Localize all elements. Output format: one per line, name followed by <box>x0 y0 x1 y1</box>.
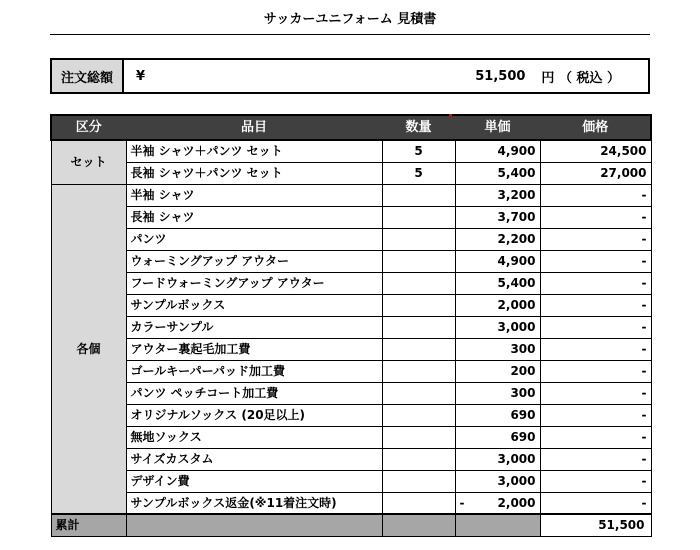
header-kubun: 区分 <box>51 115 126 140</box>
order-total-unit: 円 （ 税込 ） <box>541 70 620 86</box>
header-suryo: 数量 <box>382 115 455 140</box>
item-qty <box>382 360 455 382</box>
item-unit-price: 200 <box>455 360 540 382</box>
item-qty <box>382 448 455 470</box>
item-price: - <box>540 272 651 294</box>
sum-label: 累計 <box>51 514 126 536</box>
item-name: 長袖 シャツ <box>126 206 382 228</box>
table-row <box>51 316 651 338</box>
sum-price: 51,500 <box>540 514 651 536</box>
table-row <box>51 404 651 426</box>
item-unit-price: 4,900 <box>455 250 540 272</box>
item-qty <box>382 294 455 316</box>
item-name: オリジナルソックス (20足以上) <box>126 404 382 426</box>
item-price: - <box>540 404 651 426</box>
table-row <box>51 470 651 492</box>
table-row <box>51 140 651 162</box>
item-name: サイズカスタム <box>126 448 382 470</box>
item-unit-price: 4,900 <box>455 140 540 162</box>
item-name: フードウォーミングアップ アウター <box>126 272 382 294</box>
group-individual-label: 各個 <box>51 184 126 514</box>
table-row <box>51 360 651 382</box>
header-hinmoku: 品目 <box>126 115 382 140</box>
table-row <box>51 426 651 448</box>
item-price: - <box>540 294 651 316</box>
item-name: サンプルボックス <box>126 294 382 316</box>
refund-unit-price: 2,000 <box>497 495 536 510</box>
refund-unit-price-cell <box>455 492 540 514</box>
item-price: - <box>540 492 651 514</box>
order-total-box <box>50 58 650 94</box>
item-unit-price: 3,000 <box>455 316 540 338</box>
item-name: 長袖 シャツ＋パンツ セット <box>126 162 382 184</box>
table-row <box>51 294 651 316</box>
order-total-currency: ¥ <box>136 68 146 84</box>
item-unit-price: 690 <box>455 404 540 426</box>
document-title: サッカーユニフォーム 見積書 <box>263 12 437 27</box>
cell-comment-marker <box>449 114 452 117</box>
negative-sign: - <box>459 495 465 510</box>
title-underline <box>50 34 650 35</box>
item-qty <box>382 382 455 404</box>
table-row <box>51 492 651 514</box>
refund-item-note: (※11着注文時) <box>249 495 337 510</box>
table-row <box>51 206 651 228</box>
item-price: - <box>540 360 651 382</box>
item-unit-price: 5,400 <box>455 162 540 184</box>
table-row <box>51 250 651 272</box>
item-unit-price: 3,000 <box>455 448 540 470</box>
item-unit-price: 3,000 <box>455 470 540 492</box>
item-unit-price: 5,400 <box>455 272 540 294</box>
item-name: カラーサンプル <box>126 316 382 338</box>
item-price: - <box>540 184 651 206</box>
quote-table <box>50 114 652 537</box>
item-qty <box>382 492 455 514</box>
item-qty <box>382 404 455 426</box>
item-qty <box>382 316 455 338</box>
item-price: - <box>540 228 651 250</box>
group-set-label: セット <box>51 140 126 184</box>
item-price: - <box>540 206 651 228</box>
order-total-label: 注文総額 <box>52 60 124 92</box>
item-price: - <box>540 382 651 404</box>
table-header-row <box>51 115 651 140</box>
item-name: 無地ソックス <box>126 426 382 448</box>
item-qty <box>382 250 455 272</box>
item-name: 半袖 シャツ＋パンツ セット <box>126 140 382 162</box>
item-unit-price: 3,200 <box>455 184 540 206</box>
sum-empty-name <box>126 514 382 536</box>
item-unit-price: 300 <box>455 338 540 360</box>
item-unit-price: 300 <box>455 382 540 404</box>
item-price: - <box>540 250 651 272</box>
item-name: ウォーミングアップ アウター <box>126 250 382 272</box>
sum-empty-qty <box>382 514 455 536</box>
item-price: 27,000 <box>540 162 651 184</box>
table-row <box>51 382 651 404</box>
item-unit-price: 690 <box>455 426 540 448</box>
item-price: - <box>540 426 651 448</box>
item-qty <box>382 470 455 492</box>
refund-item-cell <box>126 492 382 514</box>
table-row <box>51 448 651 470</box>
item-qty <box>382 184 455 206</box>
item-price: - <box>540 448 651 470</box>
item-name: ゴールキーパーパッド加工費 <box>126 360 382 382</box>
item-qty: 5 <box>382 162 455 184</box>
item-name: 半袖 シャツ <box>126 184 382 206</box>
item-price: - <box>540 316 651 338</box>
item-name: アウター裏起毛加工費 <box>126 338 382 360</box>
header-tanka: 単価 <box>455 115 540 140</box>
table-row <box>51 272 651 294</box>
item-name: デザイン費 <box>126 470 382 492</box>
item-price: - <box>540 338 651 360</box>
item-name: パンツ <box>126 228 382 250</box>
item-price: - <box>540 470 651 492</box>
item-qty <box>382 338 455 360</box>
header-kakaku: 価格 <box>540 115 651 140</box>
order-total-amount: 51,500 <box>475 68 526 84</box>
item-price: 24,500 <box>540 140 651 162</box>
refund-item-name: サンプルボックス返金 <box>130 495 250 510</box>
item-qty <box>382 426 455 448</box>
table-row <box>51 162 651 184</box>
table-row <box>51 184 651 206</box>
item-qty <box>382 206 455 228</box>
item-qty: 5 <box>382 140 455 162</box>
item-name: パンツ ペッチコート加工費 <box>126 382 382 404</box>
table-row <box>51 338 651 360</box>
item-unit-price: 2,200 <box>455 228 540 250</box>
sum-row <box>51 514 651 536</box>
table-row <box>51 228 651 250</box>
item-qty <box>382 228 455 250</box>
item-unit-price: 3,700 <box>455 206 540 228</box>
sum-empty-unit <box>455 514 540 536</box>
item-qty <box>382 272 455 294</box>
item-unit-price: 2,000 <box>455 294 540 316</box>
